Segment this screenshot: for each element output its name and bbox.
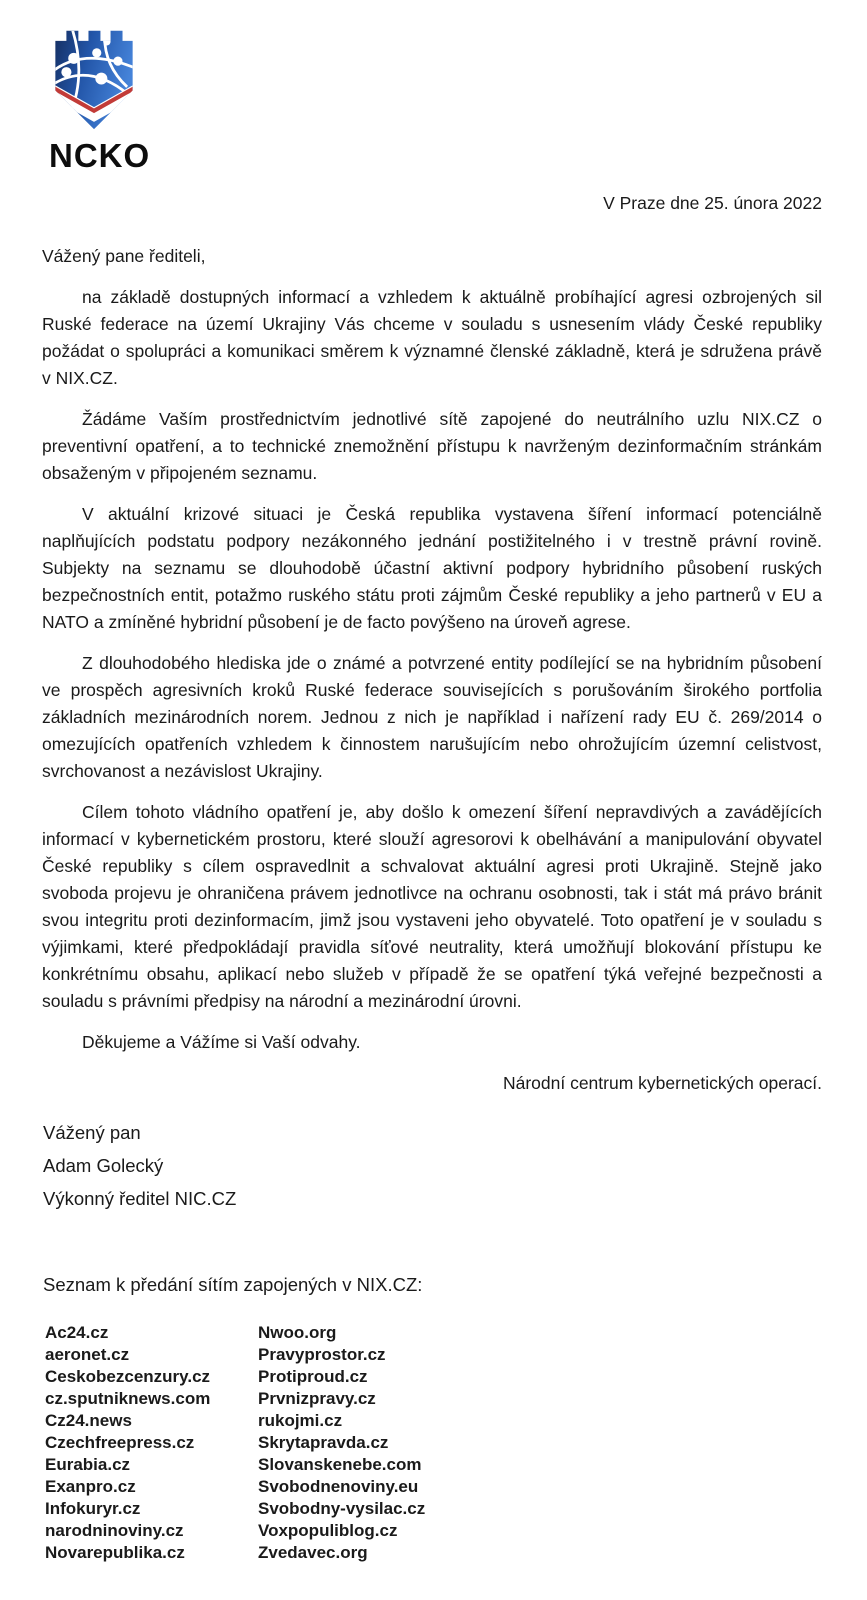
paragraph-2: Žádáme Vaším prostřednictvím jednotlivé sítě zapojené do neutrálního uzlu NIX.CZ o preventivní opatření, a to technické znemožnění přístupu k navrženým dezinformačním stránkám obsaženým v připojeném seznamu. [42,409,822,483]
domain-item: Cz24.news [45,1411,132,1430]
paragraph-5: Cílem tohoto vládního opatření je, aby došlo k omezení šíření nepravdivých a zavádějících informací v kybernetickém prostoru, které slouží agresorovi k obelhávání a manipulování obyvatel České republiky s cílem ospravedlnit a schvalovat aktuální agresi proti Ukrajině. Stejně jako svoboda projevu je ohraničena právem jednotlivce na ochranu osobnosti, tak i stát má právo bránit svou integritu proti dezinformacím, jimž jsou vystaveni jeho obyvatelé. Toto opatření je v souladu s výjimkami, které předpokládají pravidla síťové neutrality, která umožňují blokování přístupu ke konkrétnímu obsahu, aplikací nebo služeb v případě že se opatření týká veřejné bezpečnosti a souladu s právními předpisy na národní a mezinárodní úrovni. [42,802,822,1011]
domain-item: narodninoviny.cz [45,1521,184,1540]
domain-item: Ac24.cz [45,1323,109,1342]
domain-item: Exanpro.cz [45,1477,136,1496]
domain-list-column-1 [45,1322,258,1564]
letter-body [42,190,822,1097]
thanks-line: Děkujeme a Vážíme si Vaší odvahy. [82,1032,361,1052]
date-line: V Praze dne 25. února 2022 [603,193,822,213]
paragraph-4: Z dlouhodobého hlediska jde o známé a potvrzené entity podílející se na hybridním působení ve prospěch agresivních kroků Ruské federace souvisejících s porušováním širokého portfolia základních mezinárodních norem. Jednou z nich je například i nařízení rady EU č. 269/2014 o omezujících opatřeních vzhledem k činnostem narušujícím nebo ohrožujícím územní celistvost, svrchovanost a nezávislost Ukrajiny. [42,653,822,781]
domain-item: cz.sputniknews.com [45,1389,211,1408]
domain-item: Nwoo.org [258,1323,337,1342]
domain-item: Novarepublika.cz [45,1543,185,1562]
attachment-header: Seznam k předání sítím zapojených v NIX.CZ: [43,1274,423,1295]
addressee-role: Výkonný ředitel NIC.CZ [43,1188,237,1209]
paragraph-3: V aktuální krizové situaci je Česká republika vystavena šíření informací potenciálně naplňujících podstatu podpory nezákonného jednání postižitelného i v trestně právní rovině. Subjekty na seznamu se dlouhodobě účastní aktivní podpory hybridního působení ruských bezpečnostních entit, potažmo ruského státu proti zájmům České republiky a jeho partnerů v EU a NATO a zmíněné hybridní působení je de facto povýšeno na úroveň agrese. [42,504,822,632]
addressee-block [43,1116,236,1215]
salutation: Vážený pane řediteli, [42,246,206,266]
signoff-line: Národní centrum kybernetických operací. [502,1073,822,1093]
ncko-logo [48,26,168,172]
domain-item: Eurabia.cz [45,1455,131,1474]
domain-item: Skrytapravda.cz [258,1433,389,1452]
domain-list-column-2 [258,1322,478,1564]
logo-text: NCKO [49,137,151,174]
domain-item: Slovanskenebe.com [258,1455,422,1474]
domain-item: Voxpopuliblog.cz [258,1521,398,1540]
addressee-name: Adam Golecký [43,1155,164,1176]
domain-list [45,1322,478,1564]
domain-item: aeronet.cz [45,1345,130,1364]
paragraph-1: na základě dostupných informací a vzhledem k aktuálně probíhající agresi ozbrojených sil Ruské federace na území Ukrajiny Vás chceme v souladu s usnesením vlády České republiky požádat o spolupráci a komunikaci směrem k významné členské základně, která je sdružena právě v NIX.CZ. [42,287,822,388]
domain-item: Pravyprostor.cz [258,1345,386,1364]
domain-item: Protiproud.cz [258,1367,368,1386]
domain-item: Svobodny-vysilac.cz [258,1499,426,1518]
addressee-title: Vážený pan [43,1122,141,1143]
ncko-castle-shield-icon [48,26,140,133]
domain-item: Ceskobezcenzury.cz [45,1367,211,1386]
domain-item: Svobodnenoviny.eu [258,1477,419,1496]
domain-item: Infokuryr.cz [45,1499,141,1518]
domain-item: rukojmi.cz [258,1411,343,1430]
domain-item: Czechfreepress.cz [45,1433,195,1452]
domain-item: Zvedavec.org [258,1543,368,1562]
domain-item: Prvnizpravy.cz [258,1389,376,1408]
